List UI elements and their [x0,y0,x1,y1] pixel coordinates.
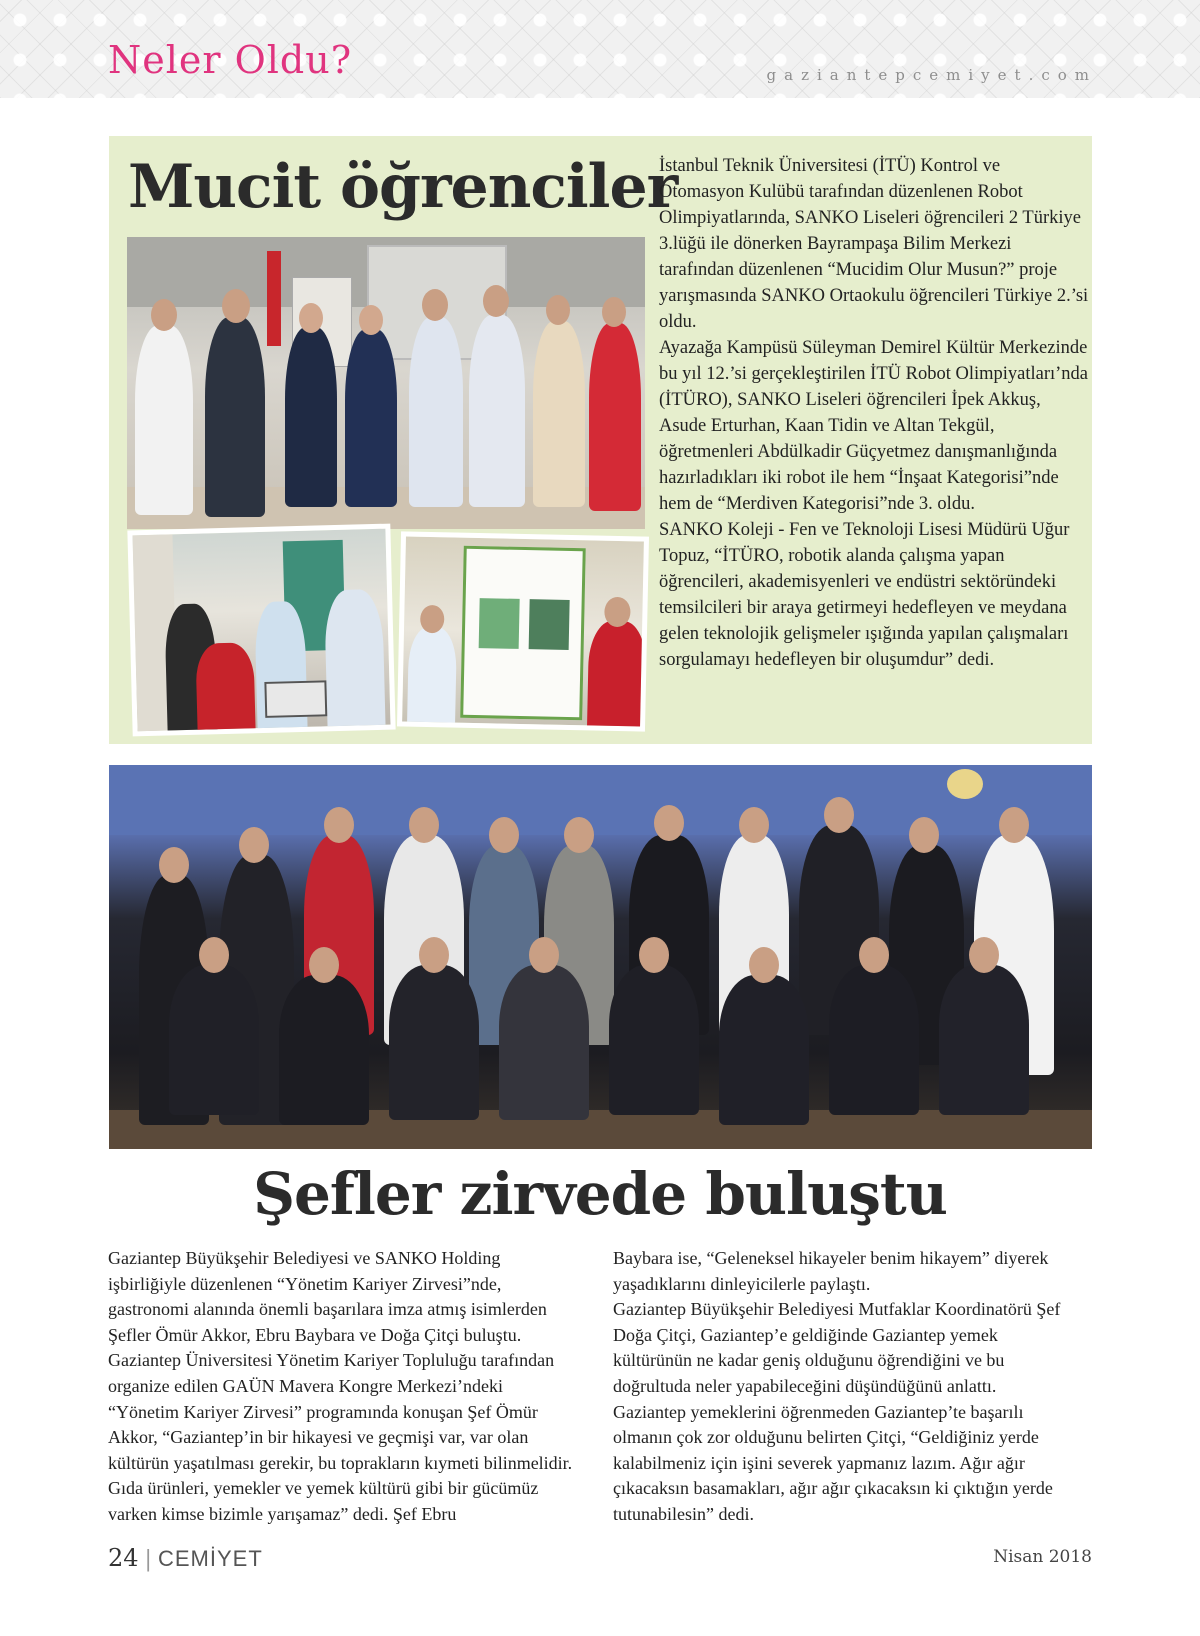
article-sefler-right-column [613,1246,1081,1528]
award-group-photo [127,237,645,529]
section-title: Neler Oldu? [108,38,353,82]
page-number: 24 [108,1544,139,1572]
article-sefler-title: Şefler zirvede buluştu [253,1160,947,1228]
article-mucit-title: Mucit öğrenciler [128,152,678,222]
article-sefler-paragraph: Gaziantep Büyükşehir Belediyesi ve SANKO Holding işbirliğiyle düzenlenen “Yönetim Kariyer Zirvesi”nde, gastronomi alanında önemli başarılara imza atmış isimlerden Şefler Ömür Akkor, Ebru Baybara ve Doğa Çitçi buluştu. [108,1248,547,1345]
article-sefler-paragraph: Gaziantep Büyükşehir Belediyesi Mutfaklar Koordinatörü Şef Doğa Çitçi, Gaziantep’e geldiğinde Gaziantep yemek kültürünün ne kadar geniş olduğunu öğrendiğini ve bu doğrultuda neler yapabileceğini düşündüğünü anlattı. [613,1299,1061,1396]
science-poster-photo [397,531,649,731]
article-sefler-paragraph: Baybara ise, “Geleneksel hikayeler benim hikayem” diyerek yaşadıklarını dinleyicilerle paylaştı. [613,1248,1049,1294]
site-url: gaziantepcemiyet.com [766,66,1097,84]
article-sefler-paragraph: Gaziantep yemeklerini öğrenmeden Gaziantep’te başarılı olmanın çok zor olduğunu belirten Çitçi, “Geldiğiniz yerde kalabilmeniz için işini severek yapmanız lazım. Ağır ağır çıkacaksın basamakları, ağır ağır çıkacaksın ki çıktığın yerde tutunabilesin” dedi. [613,1401,1053,1524]
footer-page-info [108,1544,263,1572]
article-sefler-left-column [108,1246,576,1528]
article-mucit-paragraph: SANKO Koleji - Fen ve Teknoloji Lisesi Müdürü Uğur Topuz, “İTÜRO, robotik alanda çalışma yapan öğrencileri, akademisyenleri ve endüstri sektöründeki temsilcileri bir araya getirmeyi hedefleyen ve meydana gelen teknolojik gelişmeler ışığında yapılan çalışmaları sorgulamayı hedefleyen bir oluşumdur” dedi. [659,520,1070,670]
article-mucit-paragraph: İstanbul Teknik Üniversitesi (İTÜ) Kontrol ve Otomasyon Kulübü tarafından düzenlenen Robot Olimpiyatlarında, SANKO Liseleri öğrencileri 2 Türkiye 3.lüğü ile dönerken Bayrampaşa Bilim Merkezi tarafından düzenlenen “Mucidim Olur Musun?” proje yarışmasında SANKO Ortaokulu öğrencileri Türkiye 2.’si oldu. [659,156,1089,332]
article-mucit-body [659,153,1089,673]
article-mucit-paragraph: Ayazağa Kampüsü Süleyman Demirel Kültür Merkezinde bu yıl 12.’si gerçekleştirilen İTÜ Robot Olimpiyatları’nda (İTÜRO), SANKO Liseleri öğrencileri İpek Akkuş, Asude Erturhan, Kaan Tidin ve Altan Tekgül, öğretmenleri Abdülkadir Güçyetmez danışmanlığında hazırladıkları iki robot ile hem “İnşaat Kategorisi”nde hem de “Merdiven Kategorisi”nde 3. oldu. [659,338,1089,514]
chefs-summit-group-photo [109,765,1092,1149]
expo-booth-photo [127,524,395,737]
issue-date: Nisan 2018 [993,1547,1092,1567]
footer-separator: | [144,1547,152,1572]
article-sefler-paragraph: Gaziantep Üniversitesi Yönetim Kariyer Topluluğu tarafından organize edilen GAÜN Mavera Kongre Merkezi’ndeki “Yönetim Kariyer Zirvesi” programında konuşan Şef Ömür Akkor, “Gaziantep’in bir hikayesi ve geçmişi var, var olan kültürün yaşatılması gerekir, bu toprakların kıymeti bilinmelidir. Gıda ürünleri, yemekler ve yemek kültürü gibi bir gücümüz varken kimse bizimle yarışamaz” dedi. Şef Ebru [108,1350,573,1524]
magazine-name: CEMİYET [157,1546,263,1571]
